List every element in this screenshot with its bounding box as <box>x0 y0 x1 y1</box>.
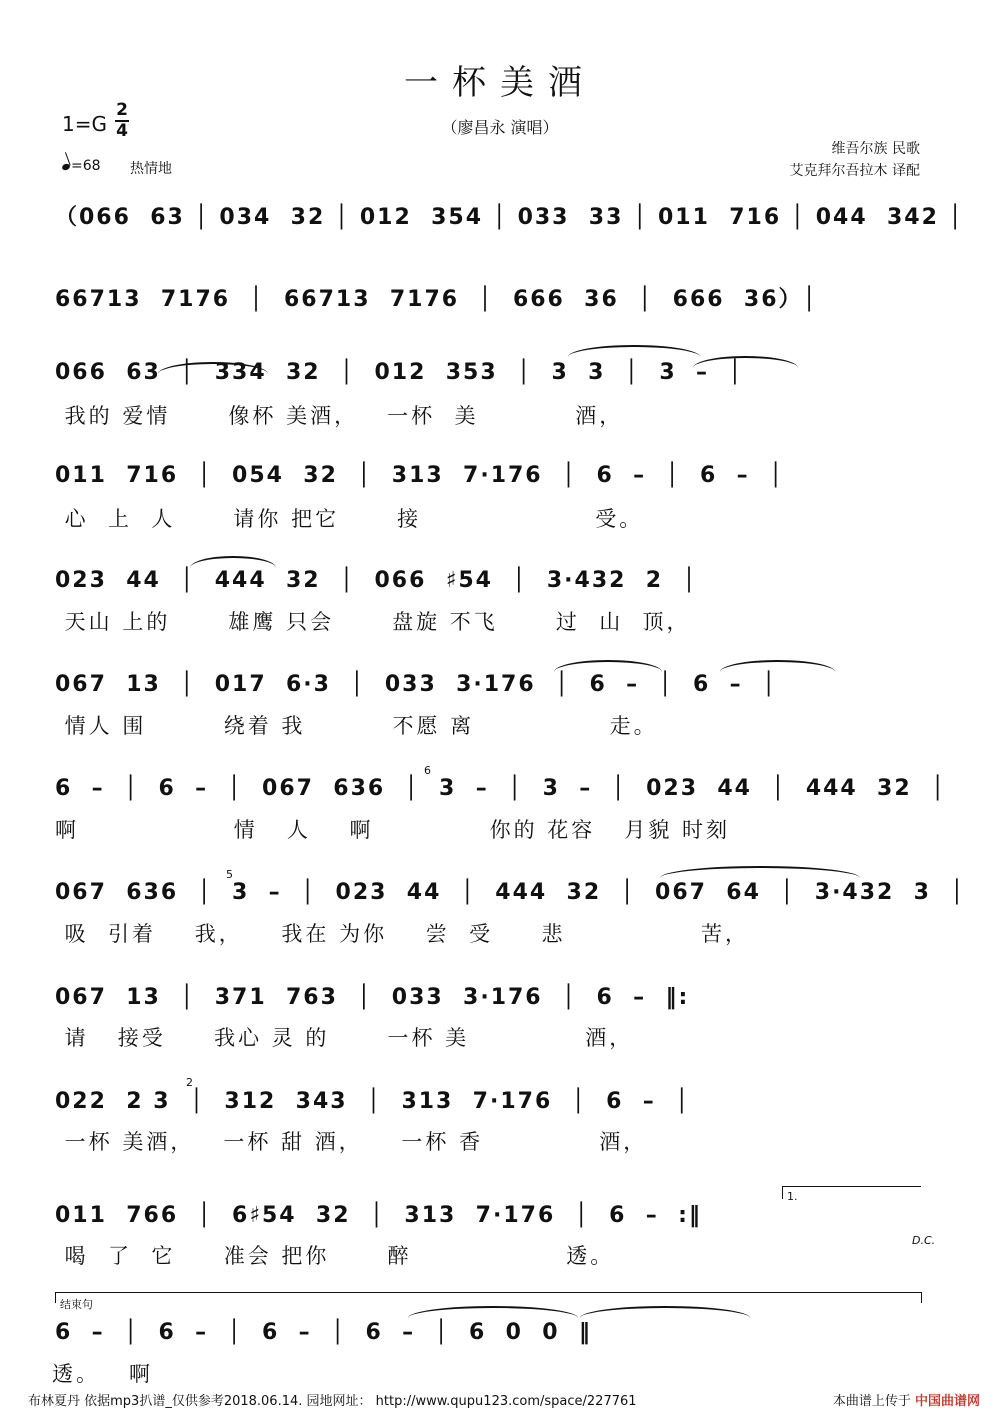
ending-label: 结束句 <box>60 1298 93 1311</box>
score-row-4-lyrics: 心 上 人 请你 把它 接 受。 <box>55 507 644 531</box>
first-ending-bracket <box>782 1186 921 1199</box>
slur <box>660 866 860 878</box>
time-numerator: 2 <box>116 100 128 120</box>
score-row-7-notes: 6 – │ 6 – │ 067 636 │ 3 – │ 3 – │ 023 44 │ 444 32 │ <box>55 776 947 801</box>
score-row-5-notes: 023 44 │ 444 32 │ 066 ♯54 │ 3·432 2 │ <box>55 568 698 593</box>
score-row-5-lyrics: 天山 上的 雄鹰 只会 盘旋 不飞 过 山 顶， <box>55 610 691 634</box>
slur <box>190 556 276 568</box>
score-row-10-lyrics: 一杯 美酒， 一杯 甜 酒， 一杯 香 酒， <box>55 1130 648 1154</box>
score-row-9-lyrics: 请 接受 我心 灵 的 一杯 美 酒， <box>55 1026 634 1050</box>
slur <box>720 660 835 672</box>
slur <box>408 1306 578 1318</box>
tempo-value: =68 <box>71 158 101 174</box>
score-row-3-lyrics: 我的 爱情 像杯 美酒， 一杯 美 酒， <box>55 404 624 428</box>
singer-credit: （廖昌永 演唱） <box>441 118 559 137</box>
score-row-7-lyrics: 啊 情 人 啊 你的 花容 月貌 时刻 <box>55 818 731 842</box>
quarter-note-icon <box>61 163 71 171</box>
key-signature: 1=G <box>62 112 107 136</box>
site-logo: 中国曲谱网 <box>914 1394 980 1409</box>
song-title: 一杯美酒 <box>404 63 596 103</box>
expression-marking: 热情地 <box>130 161 172 177</box>
grace-note: 5 <box>226 868 233 881</box>
footer-upload-credit <box>833 1390 980 1409</box>
score-row-2-notes: 66713 7176 │ 66713 7176 │ 666 36 │ 666 36）│ <box>55 287 818 312</box>
footer-upload-prefix: 本曲谱上传于 <box>832 1394 911 1409</box>
ending-bracket <box>55 1292 922 1303</box>
time-denominator: 4 <box>116 121 128 141</box>
slur <box>580 1306 750 1318</box>
score-row-1-notes: （066 63 │ 034 32 │ 012 354 │ 033 33 │ 011 716 │ 044 342 │ <box>55 205 964 230</box>
dc-marking: D.C. <box>912 1234 936 1247</box>
score-row-6-notes: 067 13 │ 017 6·3 │ 033 3·176 │ 6 – │ 6 – │ <box>55 672 778 697</box>
first-ending-label: 1. <box>787 1190 798 1203</box>
time-signature <box>115 101 129 141</box>
origin-credit: 维吾尔族 民歌 <box>831 141 920 157</box>
score-row-3-notes: 066 63 │ 334 32 │ 012 353 │ 3 3 │ 3 – │ <box>55 360 744 385</box>
slur <box>568 345 700 357</box>
tempo-marking <box>62 158 101 174</box>
grace-note: 6 <box>424 764 431 777</box>
score-row-4-notes: 011 716 │ 054 32 │ 313 7·176 │ 6 – │ 6 – │ <box>55 463 785 488</box>
slur <box>554 660 662 672</box>
score-row-9-notes: 067 13 │ 371 763 │ 033 3·176 │ 6 – ‖: <box>55 985 690 1010</box>
score-row-8-lyrics: 吸 引着 我， 我在 为你 尝 受 悲 苦， <box>55 922 749 946</box>
score-row-8-notes: 067 636 │ 3 – │ 023 44 │ 444 32 │ 067 64 │ 3·432 3 │ <box>55 880 966 905</box>
footer-transcriber-note: 布林夏丹 依据mp3扒谱_仅供参考2018.06.14. 园地网址： http://www.qupu123.com/space/227761 <box>28 1394 637 1409</box>
slur <box>693 356 798 368</box>
score-row-12-lyrics: 透。 啊 <box>52 1362 154 1386</box>
arranger-credit: 艾克拜尔吾拉木 译配 <box>789 163 920 179</box>
score-row-10-notes: 022 2 3 │ 312 343 │ 313 7·176 │ 6 – │ <box>55 1089 691 1114</box>
score-row-6-lyrics: 情人 围 绕着 我 不愿 离 走。 <box>55 714 658 738</box>
score-row-11-notes: 011 766 │ 6♯54 32 │ 313 7·176 │ 6 – :‖ <box>55 1203 702 1228</box>
score-row-12-notes: 6 – │ 6 – │ 6 – │ 6 – │ 6 0 0 ‖ <box>55 1320 592 1345</box>
grace-note: 2 <box>186 1076 193 1089</box>
score-row-11-lyrics: 喝 了 它 准会 把你 醉 透。 <box>55 1244 615 1268</box>
